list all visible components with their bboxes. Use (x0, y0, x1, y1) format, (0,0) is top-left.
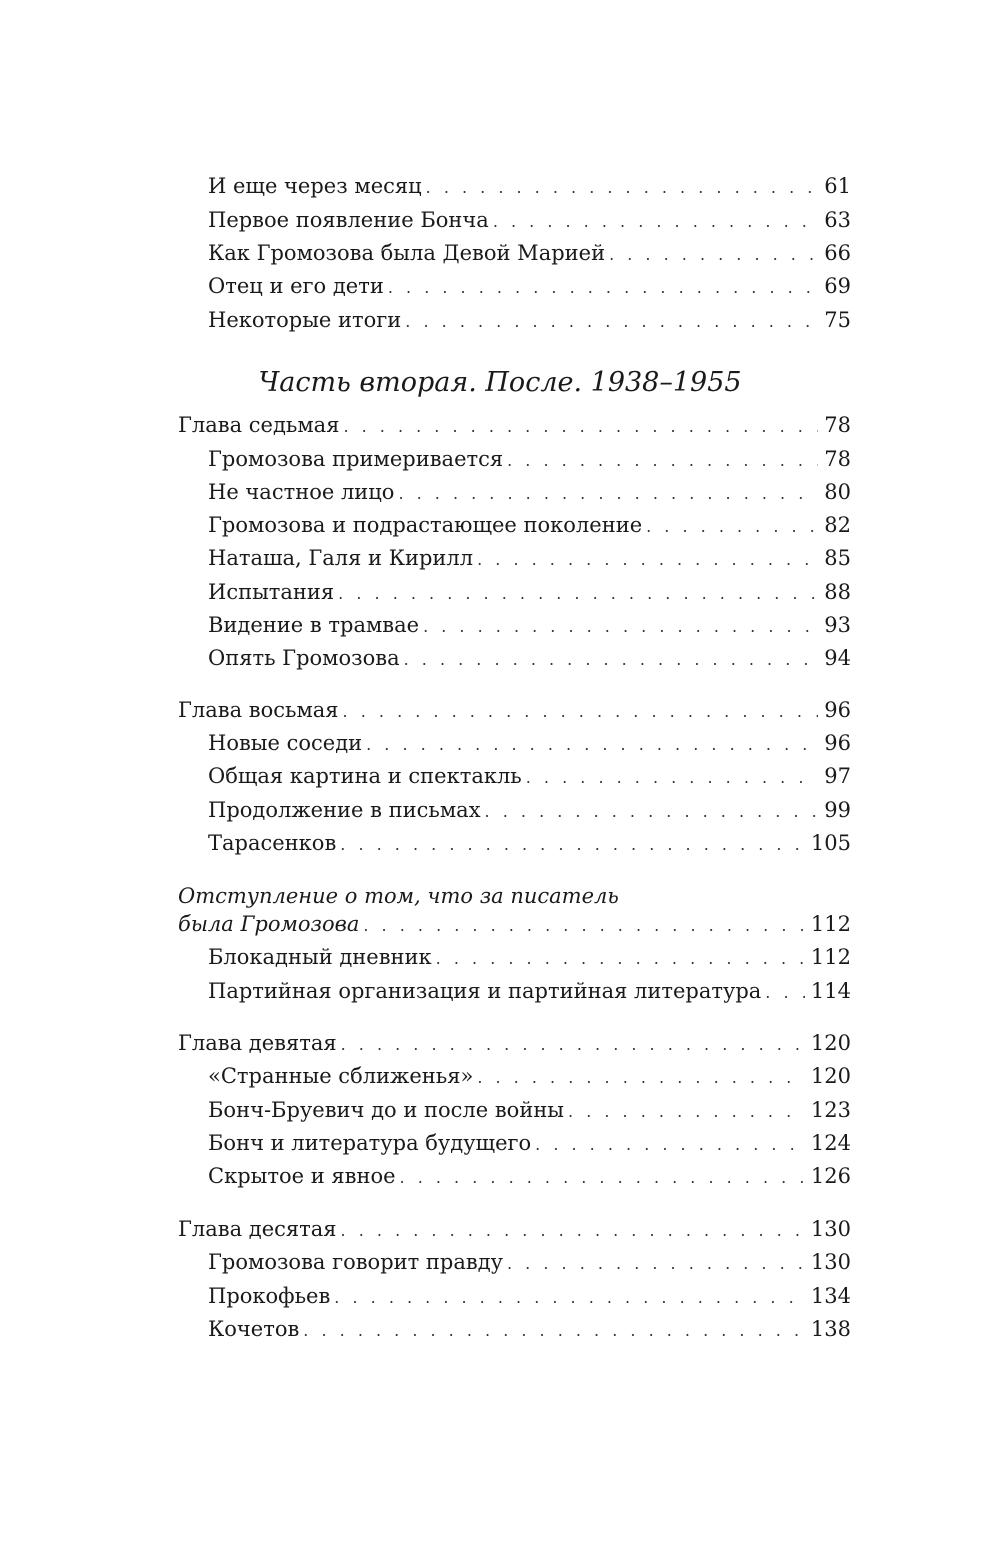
chapter-title: Глава восьмая (178, 698, 339, 722)
dot-leader (477, 546, 818, 574)
toc-entry (208, 1248, 851, 1278)
toc-entry (208, 829, 851, 859)
page-number: 138 (810, 1317, 851, 1341)
chapter-entry (178, 696, 851, 726)
toc-entry (208, 644, 851, 674)
dot-leader (535, 1131, 805, 1159)
page-number: 88 (824, 580, 851, 604)
toc-entry (208, 1282, 851, 1312)
toc-entry (208, 1096, 851, 1126)
entry-title: Бонч и литература будущего (208, 1131, 532, 1155)
dot-leader (485, 798, 819, 826)
toc-entry (208, 578, 851, 608)
chapter-entry (178, 1215, 851, 1245)
toc-entry (208, 306, 851, 336)
dot-leader (343, 698, 819, 726)
page-number: 130 (810, 1217, 851, 1241)
dot-leader (404, 646, 819, 674)
page-number: 82 (824, 513, 851, 537)
page-number: 124 (810, 1131, 851, 1155)
chapter-title: Глава десятая (178, 1217, 337, 1241)
digression-title-line2: была Громозова (178, 912, 360, 936)
digression-title-line1: Отступление о том, что за писатель (178, 884, 619, 908)
entry-title: Скрытое и явное (208, 1164, 396, 1188)
dot-leader (436, 945, 805, 973)
page-number: 123 (810, 1098, 851, 1122)
page-number: 97 (824, 764, 851, 788)
entry-title: Прокофьев (208, 1284, 331, 1308)
page-number: 120 (810, 1064, 851, 1088)
chapter-entry (178, 1029, 851, 1059)
page-number: 112 (810, 912, 851, 936)
dot-leader (388, 274, 818, 302)
page-number: 99 (824, 798, 851, 822)
toc-entry (208, 239, 851, 269)
dot-leader (400, 1164, 805, 1192)
dot-leader (338, 580, 818, 608)
entry-title: Некоторые итоги (208, 308, 402, 332)
entry-title: Испытания (208, 580, 335, 604)
toc-entry (208, 172, 851, 202)
entry-title: Опять Громозова (208, 646, 400, 670)
page-number: 112 (810, 945, 851, 969)
page-number: 85 (824, 546, 851, 570)
page-number: 94 (824, 646, 851, 670)
dot-leader (341, 1217, 805, 1245)
entry-title: Видение в трамвае (208, 613, 420, 637)
page-number: 80 (824, 480, 851, 504)
page-number: 66 (824, 241, 851, 265)
page-number: 105 (810, 831, 851, 855)
entry-title: Не частное лицо (208, 480, 395, 504)
entry-title: Наташа, Галя и Кирилл (208, 546, 474, 570)
dot-leader (507, 1250, 805, 1278)
toc-entry (208, 1062, 851, 1092)
page-number: 126 (810, 1164, 851, 1188)
entry-title: Первое появление Бонча (208, 208, 489, 232)
toc-entry (208, 977, 851, 1007)
toc-entry (208, 544, 851, 574)
page-number: 78 (824, 413, 851, 437)
entry-title: Тарасенков (208, 831, 337, 855)
dot-leader (405, 308, 818, 336)
entry-title: «Странные сближенья» (208, 1064, 474, 1088)
toc-entry (208, 796, 851, 826)
entry-title: Кочетов (208, 1317, 300, 1341)
page-number: 96 (824, 731, 851, 755)
toc-entry (208, 1129, 851, 1159)
dot-leader (343, 413, 818, 441)
toc-entry (208, 206, 851, 236)
entry-title: И еще через месяц (208, 174, 422, 198)
toc-entry (208, 943, 851, 973)
entry-title: Громозова говорит правду (208, 1250, 503, 1274)
entry-title: Новые соседи (208, 731, 363, 755)
page-number: 114 (810, 979, 851, 1003)
entry-title: Отец и его дети (208, 274, 384, 298)
entry-title: Блокадный дневник (208, 945, 432, 969)
toc-entry (208, 511, 851, 541)
dot-leader (426, 174, 819, 202)
toc-entry (208, 1162, 851, 1192)
chapter-entry (178, 411, 851, 441)
toc-entry (208, 445, 851, 475)
dot-leader (303, 1317, 805, 1345)
dot-leader (341, 1031, 805, 1059)
page-number: 78 (824, 447, 851, 471)
entry-title: Общая картина и спектакль (208, 764, 522, 788)
toc-entry (208, 762, 851, 792)
dot-leader (423, 613, 818, 641)
toc-entry (208, 611, 851, 641)
page-number: 69 (824, 274, 851, 298)
page-number: 63 (824, 208, 851, 232)
toc-entry (208, 729, 851, 759)
part-title: Часть вторая. После. 1938–1955 (258, 367, 742, 398)
page-number: 130 (810, 1250, 851, 1274)
dot-leader (366, 731, 818, 759)
dot-leader (568, 1098, 805, 1126)
toc-entry (208, 478, 851, 508)
dot-leader (477, 1064, 805, 1092)
dot-leader (765, 979, 805, 1007)
digression-entry (178, 910, 851, 940)
dot-leader (609, 241, 818, 269)
entry-title: Продолжение в письмах (208, 798, 481, 822)
dot-leader (334, 1284, 805, 1312)
page-number: 93 (824, 613, 851, 637)
page-number: 120 (810, 1031, 851, 1055)
dot-leader (363, 912, 805, 940)
entry-title: Партийная организация и партийная литература (208, 979, 762, 1003)
page-number: 75 (824, 308, 851, 332)
entry-title: Громозова примеривается (208, 447, 504, 471)
entry-title: Как Громозова была Девой Марией (208, 241, 606, 265)
toc-entry (208, 1315, 851, 1345)
dot-leader (340, 831, 805, 859)
toc-entry (208, 272, 851, 302)
page-number: 134 (810, 1284, 851, 1308)
dot-leader (507, 447, 818, 475)
entry-title: Бонч-Бруевич до и после войны (208, 1098, 565, 1122)
page-number: 61 (824, 174, 851, 198)
entry-title: Громозова и подрастающее поколение (208, 513, 643, 537)
dot-leader (646, 513, 818, 541)
dot-leader (526, 764, 819, 792)
dot-leader (493, 208, 818, 236)
page-number: 96 (824, 698, 851, 722)
chapter-title: Глава седьмая (178, 413, 340, 437)
dot-leader (398, 480, 818, 508)
chapter-title: Глава девятая (178, 1031, 337, 1055)
